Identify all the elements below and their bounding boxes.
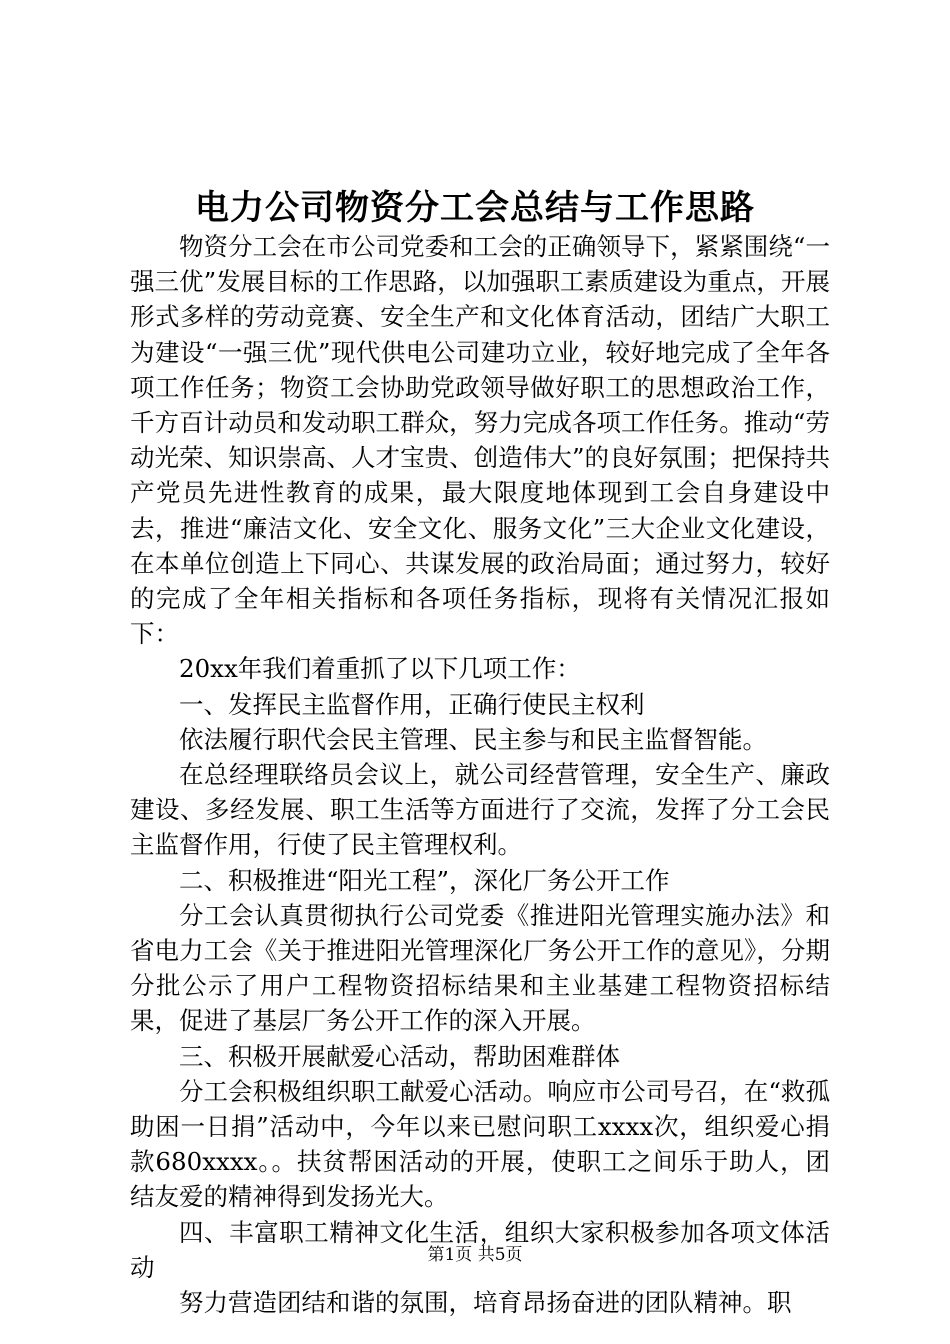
document-title: 电力公司物资分工会总结与工作思路 bbox=[195, 188, 755, 228]
section-heading-1: 一、发挥民主监督作用，正确行使民主权利 bbox=[179, 689, 645, 719]
document-body bbox=[130, 229, 830, 1320]
paragraph-intro: 物资分工会在市公司党委和工会的正确领导下，紧紧围绕“一强三优”发展目标的工作思路，以加强职工素质建设为重点，开展形式多样的劳动竞赛、安全生产和文化体育活动，团结广大职工为建设“一强三优”现代供电公司建功立业，较好地完成了全年各项工作任务；物资工会协助党政领导做好职工的思想政治工作，千方百计动员和发动职工群众，努力完成各项工作任务。推动“劳动光荣、知识崇高、人才宝贵、创造伟大”的良好氛围；把保持共产党员先进性教育的成果，最大限度地体现到工会自身建设中去，推进“廉洁文化、安全文化、服务文化”三大企业文化建设，在本单位创造上下同心、共谋发展的政治局面；通过努力，较好的完成了全年相关指标和各项任务指标，现将有关情况汇报如下： bbox=[130, 232, 830, 649]
section-heading-4: 四、丰富职工精神文化生活，组织大家积极参加各项文体活动 bbox=[130, 1217, 830, 1282]
paragraph-4: 努力营造团结和谐的氛围，培育昂扬奋进的团队精神。职 bbox=[179, 1288, 792, 1318]
paragraph-1b: 在总经理联络员会议上，就公司经营管理，安全生产、廉政建设、多经发展、职工生活等方面进行了交流，发挥了分工会民主监督作用，行使了民主管理权利。 bbox=[130, 760, 830, 860]
paragraph-3: 分工会积极组织职工献爱心活动。响应市公司号召，在“救孤助困一日捐”活动中，今年以来已慰问职工xxxx次，组织爱心捐款680xxxx。。扶贫帮困活动的开展，使职工之间乐于助人，团结友爱的精神得到发扬光大。 bbox=[130, 1076, 830, 1212]
section-heading-3: 三、积极开展献爱心活动，帮助困难群体 bbox=[179, 1041, 620, 1071]
section-heading-2: 二、积极推进“阳光工程”，深化厂务公开工作 bbox=[179, 865, 670, 895]
page-number-footer: 第1页 共5页 bbox=[427, 1245, 523, 1265]
paragraph-1a: 依法履行职代会民主管理、民主参与和民主监督智能。 bbox=[179, 724, 767, 754]
paragraph-summary-lead: 20xx年我们着重抓了以下几项工作： bbox=[179, 654, 581, 684]
paragraph-2: 分工会认真贯彻执行公司党委《推进阳光管理实施办法》和省电力工会《关于推进阳光管理深化厂务公开工作的意见》，分期分批公示了用户工程物资招标结果和主业基建工程物资招标结果，促进了基层厂务公开工作的深入开展。 bbox=[130, 900, 830, 1036]
